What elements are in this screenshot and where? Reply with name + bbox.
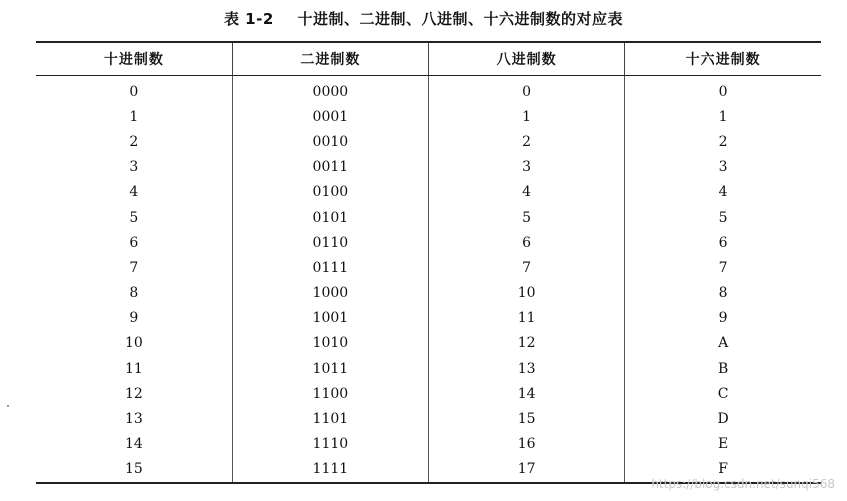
cell-decimal: 13 [124,411,143,428]
table-row [36,255,821,280]
cell-decimal: 0 [129,83,139,100]
table-caption [0,8,847,29]
cell-hexadecimal: F [625,457,821,483]
table-title: 十进制、二进制、八进制、十六进制数的对应表 [297,10,624,28]
table-row [36,104,821,129]
cell-binary: 1011 [232,356,428,381]
cell-decimal: 6 [129,234,139,251]
cell-binary: 0001 [232,104,428,129]
cell-decimal: 14 [124,436,143,453]
cell-binary: 0101 [232,205,428,230]
table-row [36,432,821,457]
table-row [36,129,821,154]
cell-binary: 1110 [232,432,428,457]
cell-decimal: 15 [36,457,232,483]
cell-hexadecimal: 2 [625,129,821,154]
cell-binary: 1100 [232,381,428,406]
table-row [36,180,821,205]
cell-octal: 7 [429,255,625,280]
table-row [36,205,821,230]
cell-decimal: 10 [124,335,143,352]
cell-decimal: 9 [129,310,139,327]
table-number: 表 1-2 [223,10,274,28]
cell-decimal: 11 [124,360,143,377]
cell-octal: 0 [429,76,625,105]
table-row [36,331,821,356]
cell-hexadecimal: 7 [625,255,821,280]
cell-octal: 16 [429,432,625,457]
cell-hexadecimal: 5 [625,205,821,230]
header-octal: 八进制数 [429,42,625,76]
cell-hexadecimal: B [625,356,821,381]
cell-decimal: 4 [129,184,139,201]
table-row [36,406,821,431]
cell-hexadecimal: 0 [625,76,821,105]
cell-hexadecimal: A [625,331,821,356]
cell-octal: 17 [429,457,625,483]
cell-binary: 1101 [232,406,428,431]
cell-hexadecimal: 4 [625,180,821,205]
header-hexadecimal: 十六进制数 [625,42,821,76]
cell-hexadecimal: 6 [625,230,821,255]
table-body [36,76,821,484]
cell-hexadecimal: 3 [625,155,821,180]
cell-hexadecimal: 8 [625,281,821,306]
cell-octal: 6 [429,230,625,255]
cell-decimal: 3 [129,159,139,176]
cell-binary: 0110 [232,230,428,255]
header-decimal: 十进制数 [36,42,232,76]
cell-hexadecimal: 1 [625,104,821,129]
table-row [36,230,821,255]
table-row [36,155,821,180]
header-row [36,42,821,76]
cell-decimal: 8 [129,285,139,302]
cell-binary: 0011 [232,155,428,180]
cell-binary: 0010 [232,129,428,154]
cell-octal: 14 [429,381,625,406]
cell-decimal: 7 [129,259,139,276]
table-row [36,381,821,406]
cell-octal: 12 [429,331,625,356]
cell-decimal: 2 [129,133,139,150]
cell-binary: 0000 [232,76,428,105]
cell-binary: 1000 [232,281,428,306]
cell-octal: 15 [429,406,625,431]
table-row [36,306,821,331]
cell-octal: 2 [429,129,625,154]
conversion-table [36,41,821,484]
cell-decimal: 5 [129,209,139,226]
cell-binary: 0111 [232,255,428,280]
cell-decimal: 1 [129,108,139,125]
cell-hexadecimal: C [625,381,821,406]
cell-binary: 1010 [232,331,428,356]
table-row [36,281,821,306]
table-row [36,76,821,105]
cell-binary: 1001 [232,306,428,331]
cell-octal: 5 [429,205,625,230]
table-header [36,42,821,76]
cell-octal: 3 [429,155,625,180]
header-binary: 二进制数 [232,42,428,76]
cell-hexadecimal: 9 [625,306,821,331]
cell-octal: 4 [429,180,625,205]
cell-octal: 1 [429,104,625,129]
cell-octal: 11 [429,306,625,331]
cell-hexadecimal: D [625,406,821,431]
watermark: https://blog.csdn.net/sunqi568 [651,477,835,491]
cell-binary: 0100 [232,180,428,205]
cell-hexadecimal: E [625,432,821,457]
cell-decimal: 12 [124,385,143,402]
cell-binary: 1111 [232,457,428,483]
cell-octal: 13 [429,356,625,381]
scan-speck [7,405,9,407]
cell-octal: 10 [429,281,625,306]
table-container [36,41,821,484]
table-row [36,356,821,381]
